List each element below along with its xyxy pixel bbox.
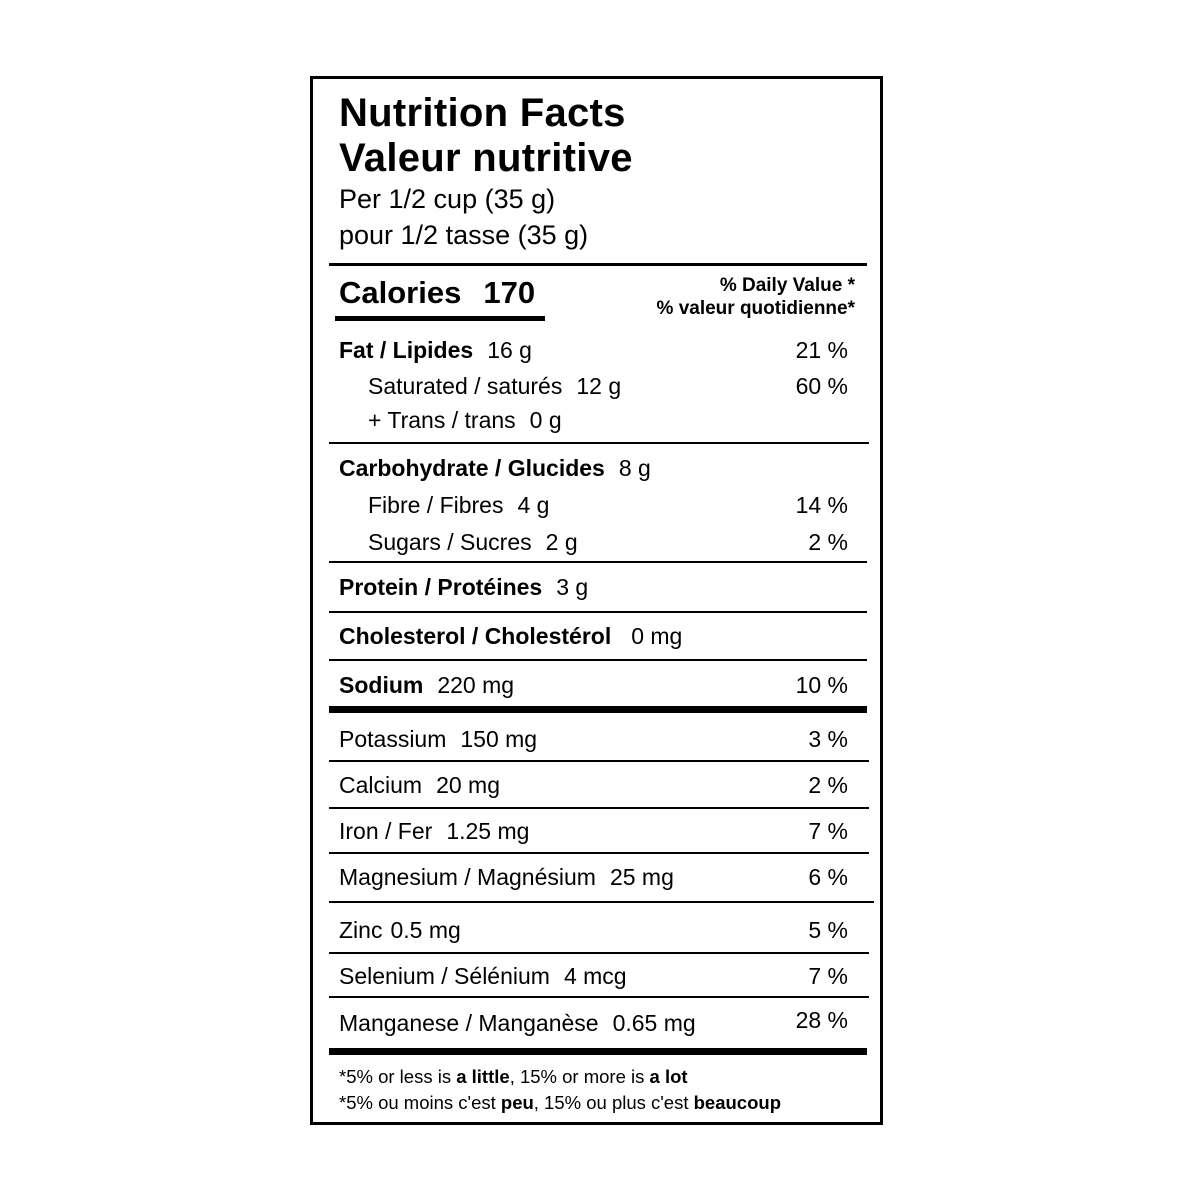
nutrient-name: Saturated / saturés <box>368 373 563 399</box>
footnote-emphasis: a little <box>456 1066 510 1087</box>
nutrient-amount: 12 g <box>576 373 622 399</box>
divider <box>329 952 869 954</box>
nutrient-row-sodium <box>339 672 848 699</box>
nutrient-daily-value: 2 % <box>808 529 848 555</box>
nutrient-daily-value: 2 % <box>808 772 848 798</box>
footnote-text: *5% or less is <box>339 1066 457 1087</box>
nutrient-row-protein <box>339 574 848 601</box>
nutrient-row-carbohydrate <box>339 455 848 482</box>
nutrient-name: Protein / Protéines <box>339 574 543 600</box>
divider <box>329 659 867 661</box>
nutrient-daily-value: 28 % <box>795 1007 848 1033</box>
nutrient-row-cholesterol <box>339 623 848 650</box>
nutrient-name: Potassium <box>339 726 447 752</box>
nutrient-amount: 1.25 mg <box>446 818 530 844</box>
divider <box>329 611 867 613</box>
nutrient-row-manganese <box>339 1007 848 1037</box>
nutrient-name: Manganese / Manganèse <box>339 1010 599 1036</box>
nutrient-amount: 220 mg <box>437 672 515 698</box>
nutrient-daily-value: 14 % <box>795 492 848 518</box>
serving-size-english: Per 1/2 cup (35 g) <box>339 184 556 214</box>
nutrient-amount: 0.65 mg <box>612 1010 696 1036</box>
nutrient-amount: 150 mg <box>460 726 538 752</box>
nutrient-name: + Trans / trans <box>368 407 516 433</box>
nutrient-amount: 4 g <box>517 492 550 518</box>
nutrient-amount: 3 g <box>556 574 589 600</box>
nutrient-daily-value: 7 % <box>808 963 848 989</box>
nutrient-amount: 25 mg <box>609 864 674 890</box>
divider <box>329 996 869 998</box>
nutrient-name: Calcium <box>339 772 423 798</box>
nutrient-amount: 16 g <box>487 337 532 363</box>
nutrient-daily-value: 5 % <box>808 917 848 943</box>
nutrient-name: Sodium <box>339 672 424 698</box>
nutrient-row-potassium <box>339 726 848 753</box>
nutrient-row-calcium <box>339 772 848 799</box>
nutrient-amount: 0.5 mg <box>390 917 461 943</box>
nutrient-amount: 4 mcg <box>563 963 627 989</box>
title-french: Valeur nutritive <box>339 136 633 180</box>
nutrient-name: Carbohydrate / Glucides <box>339 455 605 481</box>
nutrient-row-sugars <box>368 529 848 556</box>
nutrient-name: Selenium / Sélénium <box>339 963 550 989</box>
nutrient-row-magnesium <box>339 864 848 891</box>
divider <box>329 442 869 444</box>
nutrient-daily-value: 10 % <box>795 672 848 698</box>
divider <box>329 561 867 563</box>
nutrient-name: Iron / Fer <box>339 818 433 844</box>
nutrient-name: Sugars / Sucres <box>368 529 532 555</box>
nutrient-amount: 2 g <box>545 529 578 555</box>
nutrient-name: Fibre / Fibres <box>368 492 504 518</box>
calories <box>339 275 535 311</box>
nutrient-row-fat <box>339 337 848 364</box>
nutrient-daily-value: 3 % <box>808 726 848 752</box>
footnote-emphasis: a lot <box>649 1066 688 1087</box>
thick-divider <box>329 706 867 713</box>
calories-underline <box>335 316 545 321</box>
header-rule <box>329 263 867 266</box>
footnote-emphasis: peu <box>500 1092 534 1113</box>
thick-divider <box>329 1048 867 1055</box>
nutrient-daily-value: 7 % <box>808 818 848 844</box>
calories-label: Calories <box>339 275 462 310</box>
footnote-french <box>339 1092 781 1114</box>
divider <box>329 901 874 903</box>
divider <box>329 852 869 854</box>
nutrient-amount: 0 mg <box>631 623 683 649</box>
nutrient-row-fibre <box>368 492 848 519</box>
daily-value-header-english: % Daily Value * <box>719 275 855 296</box>
divider <box>329 807 869 809</box>
divider <box>329 760 869 762</box>
serving-size-french: pour 1/2 tasse (35 g) <box>339 220 589 250</box>
nutrient-row-saturated <box>368 373 848 400</box>
nutrient-amount: 8 g <box>618 455 651 481</box>
footnote-text: , 15% or more is <box>509 1066 650 1087</box>
nutrient-row-iron <box>339 818 848 845</box>
nutrient-amount: 20 mg <box>436 772 501 798</box>
nutrient-amount: 0 g <box>529 407 562 433</box>
footnote-text: *5% ou moins c'est <box>339 1092 501 1113</box>
footnote-text: , 15% ou plus c'est <box>533 1092 694 1113</box>
nutrient-daily-value: 60 % <box>795 373 848 399</box>
nutrient-name: Magnesium / Magnésium <box>339 864 596 890</box>
nutrient-name: Fat / Lipides <box>339 337 474 363</box>
nutrient-daily-value: 21 % <box>795 337 848 363</box>
title-english: Nutrition Facts <box>339 91 626 135</box>
nutrient-daily-value: 6 % <box>808 864 848 890</box>
footnote-emphasis: beaucoup <box>693 1092 781 1113</box>
nutrient-name: Cholesterol / Cholestérol <box>339 623 612 649</box>
nutrition-facts-label <box>310 76 883 1125</box>
footnote-english <box>339 1066 688 1088</box>
nutrient-row-trans <box>368 407 848 434</box>
calories-value: 170 <box>483 275 536 310</box>
nutrient-name: Zinc <box>339 917 383 943</box>
nutrient-row-zinc <box>339 917 848 944</box>
nutrient-row-selenium <box>339 963 848 990</box>
daily-value-header-french: % valeur quotidienne* <box>656 298 855 319</box>
